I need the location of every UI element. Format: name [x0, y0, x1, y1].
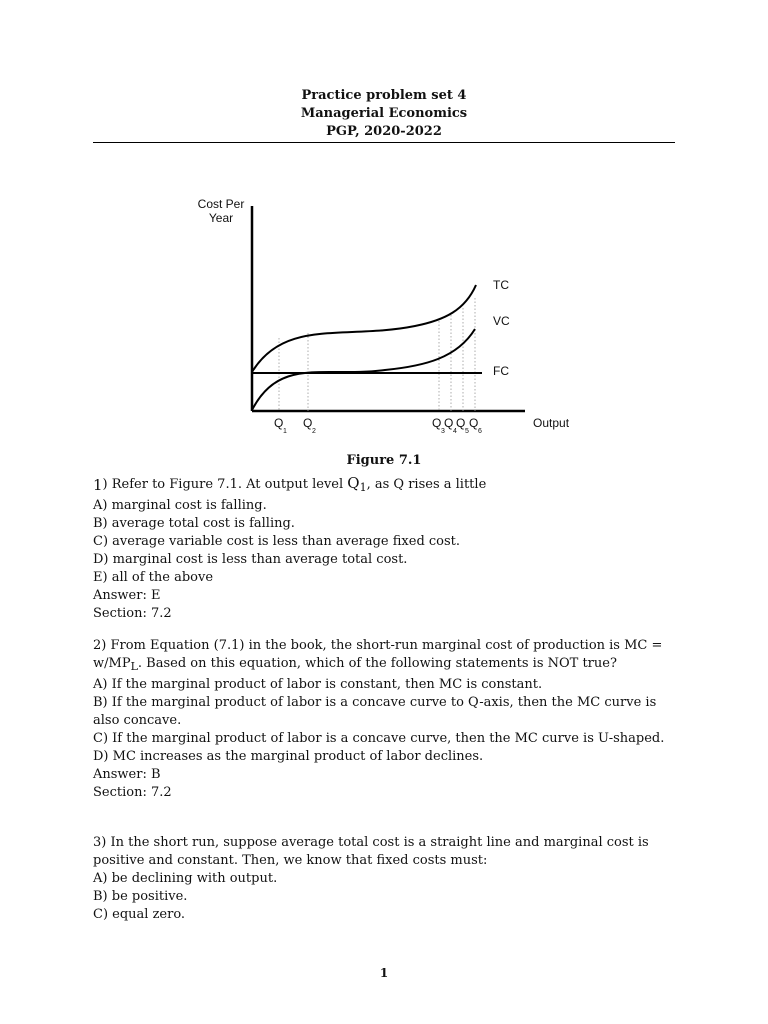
question-2	[93, 637, 693, 802]
cost-curves-chart	[185, 188, 585, 443]
svg-text:Q: Q	[432, 416, 442, 430]
x-axis-label: Output	[533, 416, 570, 430]
q1-section: Section: 7.2	[93, 606, 172, 621]
tc-curve	[252, 285, 476, 372]
header-divider	[93, 142, 675, 143]
question-1-stem: 1) Refer to Figure 7.1. At output level $Q_1$, as Q rises a little	[93, 474, 487, 494]
q3-option-b: B) be positive.	[93, 889, 188, 904]
svg-text:6: 6	[478, 428, 482, 435]
svg-text:2: 2	[312, 428, 316, 435]
svg-text:Q: Q	[456, 416, 466, 430]
svg-text:Q: Q	[469, 416, 479, 430]
fc-label: FC	[493, 364, 509, 378]
question-3-stem: 3) In the short run, suppose average total cost is a straight line and marginal cost is positive and constant. Then, we know that fixed costs must:	[93, 835, 649, 868]
x-tick-q1	[274, 416, 287, 435]
svg-text:4: 4	[453, 428, 457, 435]
q2-option-d: D) MC increases as the marginal product of labor declines.	[93, 749, 484, 764]
q1-option-e: E) all of the above	[93, 570, 214, 585]
x-tick-q2	[303, 416, 316, 435]
y-axis-label-line2: Year	[208, 211, 234, 225]
question-3	[93, 834, 693, 924]
page-number: 1	[379, 966, 389, 980]
x-tick-q6	[469, 416, 482, 435]
svg-text:Q: Q	[274, 416, 284, 430]
tc-label: TC	[493, 278, 509, 292]
figure-caption: Figure 7.1	[346, 453, 422, 468]
q1-option-b: B) average total cost is falling.	[93, 516, 295, 531]
svg-text:5: 5	[465, 428, 469, 435]
vc-label: VC	[493, 314, 510, 328]
header-course: Managerial Economics	[300, 106, 468, 121]
document-header	[0, 87, 768, 141]
q2-option-b: B) If the marginal product of labor is a concave curve to Q-axis, then the MC curve is also concave.	[93, 695, 657, 728]
q2-option-a: A) If the marginal product of labor is constant, then MC is constant.	[93, 677, 543, 692]
q1-option-a: A) marginal cost is falling.	[93, 498, 267, 513]
q1-answer: Answer: E	[93, 588, 161, 603]
q2-option-c: C) If the marginal product of labor is a concave curve, then the MC curve is U-shaped.	[93, 731, 665, 746]
question-2-stem-line2: $w/MP_L$. Based on this equation, which of the following statements is NOT true?	[93, 656, 617, 673]
svg-text:Q: Q	[444, 416, 454, 430]
q1-option-d: D) marginal cost is less than average total cost.	[93, 552, 408, 567]
y-axis-label-line1: Cost Per	[197, 197, 245, 211]
svg-text:3: 3	[441, 428, 445, 435]
x-tick-q5	[456, 416, 469, 435]
question-2-stem-line1: 2) From Equation (7.1) in the book, the short-run marginal cost of production is MC =	[93, 638, 663, 653]
header-program: PGP, 2020-2022	[326, 124, 442, 139]
header-title: Practice problem set 4	[301, 88, 467, 103]
q1-option-c: C) average variable cost is less than average fixed cost.	[93, 534, 461, 549]
svg-text:1: 1	[283, 428, 287, 435]
q3-option-c: C) equal zero.	[93, 907, 186, 922]
q3-option-a: A) be declining with output.	[93, 871, 278, 886]
q2-answer: Answer: B	[93, 767, 161, 782]
question-1	[93, 474, 693, 623]
q2-section: Section: 7.2	[93, 785, 172, 800]
svg-text:Q: Q	[303, 416, 313, 430]
